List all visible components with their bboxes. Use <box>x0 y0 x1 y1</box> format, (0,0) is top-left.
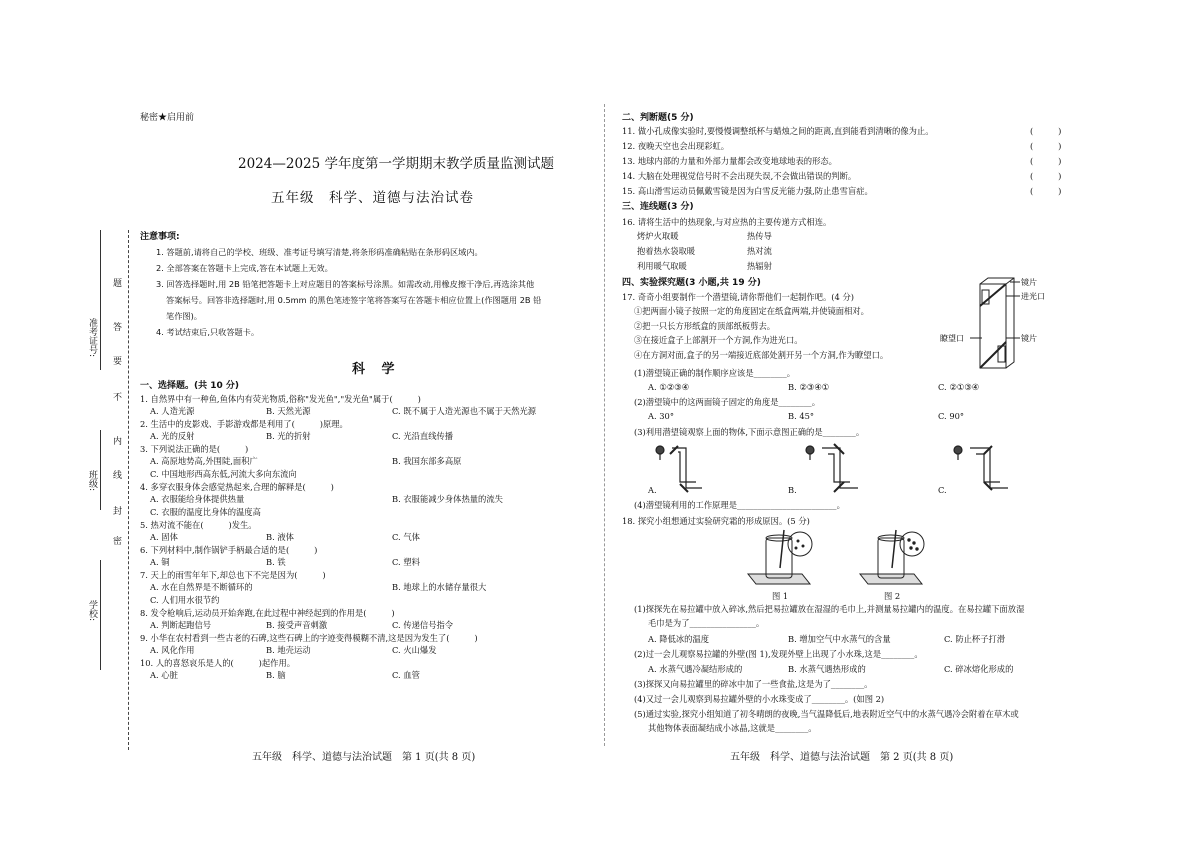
option: B. 接受声音刺激 <box>266 620 328 630</box>
question-9: 9. 小华在农村看到一些古老的石碑,这些石碑上的字迹变得模糊不清,这是因为发生了( ) <box>140 633 478 643</box>
frost <box>908 539 910 541</box>
thermometer <box>780 530 784 568</box>
sub-question-4: (4)又过一会儿观察到易拉罐外壁的小水珠变成了________。(如图 2) <box>634 694 885 704</box>
option: A. 铜 <box>150 557 170 567</box>
mirror <box>670 446 678 454</box>
part4-heading: 四、实验探究题(3 小题,共 19 分) <box>622 278 761 288</box>
exam-title: 2024—2025 学年度第一学期期末教学质量监测试题 <box>238 156 555 172</box>
option: A. 水蒸气遇冷凝结形成的 <box>648 664 743 674</box>
part2-list <box>622 125 1082 200</box>
exam-number-label: 准考证号: <box>87 318 97 358</box>
tree-icon <box>656 446 664 454</box>
binding-char: 题 <box>111 278 121 287</box>
option: B. 液体 <box>266 532 294 542</box>
part3-heading: 三、连线题(3 分) <box>622 202 694 212</box>
step-item: ②把一只长方形纸盒的顶部纸板剪去。 <box>634 320 776 331</box>
option-figure-b <box>796 440 866 496</box>
mirror <box>834 444 844 454</box>
can-figure-2 <box>856 528 926 590</box>
option: A. 衣服能给身体提供热量 <box>150 494 245 504</box>
school-label: 学校: <box>87 600 97 622</box>
exam-number-line <box>100 230 101 370</box>
option: B. 光的折射 <box>266 431 311 441</box>
option: C. 气体 <box>392 532 420 542</box>
option: B. 45° <box>788 411 815 421</box>
answer-paren: ( ) <box>1030 186 1062 196</box>
school-line <box>100 560 101 670</box>
binding-chars <box>110 250 126 750</box>
judge-item: 13. 地球内部的力量和外部力量都会改变地球地表的形态。 ( ) <box>622 156 1062 166</box>
mirror-top <box>980 284 1006 306</box>
periscope-diagram <box>940 276 1050 376</box>
question-3: 3. 下列说法正确的是( ) <box>140 444 249 454</box>
answer-paren: ( ) <box>1030 141 1062 151</box>
page-divider <box>604 104 606 746</box>
match-left: 抱着热水袋取暖 <box>637 246 696 256</box>
match-right: 热传导 <box>747 231 772 241</box>
option: A. 人造光源 <box>150 406 195 416</box>
answer-paren: ( ) <box>1030 156 1062 166</box>
binding-char: 不 <box>111 392 121 401</box>
option: B. 衣服能减少身体热量的流失 <box>392 494 503 504</box>
page-footer-2: 五年级 科学、道德与法治试题 第 2 页(共 8 页) <box>730 752 954 763</box>
sub-question-4: (4)潜望镜利用的工作原理是________________________。 <box>634 500 845 510</box>
option: A. 判断起跑信号 <box>150 620 212 630</box>
mirror <box>984 446 992 454</box>
sub-question-3: (3)探探又向易拉罐里的碎冰中加了一些食盐,这是为了________。 <box>634 679 873 689</box>
option: B. 地球上的水储存量很大 <box>392 582 487 592</box>
droplet <box>797 540 799 542</box>
part2-heading: 二、判断题(5 分) <box>622 113 694 123</box>
page-footer-1: 五年级 科学、道德与法治试题 第 1 页(共 8 页) <box>252 752 476 763</box>
label-mirror: 镜片 <box>1021 334 1037 343</box>
question-18: 18. 探究小组想通过实验研究霜的形成原因。(5 分) <box>622 516 810 526</box>
judge-item: 15. 高山滑雪运动员佩戴雪镜是因为白雪反光能力强,防止患雪盲症。 ( ) <box>622 186 1062 196</box>
notice-list <box>140 244 541 340</box>
tree-icon <box>806 446 814 454</box>
exam-subtitle: 五年级 科学、道德与法治试卷 <box>271 190 474 206</box>
option: B. 我国东部多高原 <box>392 456 462 466</box>
option: C. 塑料 <box>392 557 420 567</box>
sub-question-3: (3)利用潜望镜观察上面的物体,下面示意图正确的是________。 <box>634 427 865 437</box>
sub-question-1-cont: 毛巾是为了________________。 <box>648 618 765 628</box>
binding-char: 要 <box>111 356 121 365</box>
mirror <box>984 482 992 490</box>
question-1: 1. 自然界中有一种鱼,鱼体内有荧光物质,俗称"发光鱼","发光鱼"属于( ) <box>140 394 421 404</box>
option: C. 既不属于人造光源也不属于天然光源 <box>392 406 537 416</box>
sub-question-5: (5)通过实验,探究小组知道了初冬晴朗的夜晚,当气温降低后,地表附近空气中的水蒸气遇冷会附着在草木或 <box>634 709 1019 719</box>
sub-question-2: (2)潜望镜中的这两面镜子固定的角度是________。 <box>634 397 820 407</box>
option: C. 中国地形西高东低,河流大多向东流向 <box>150 469 297 479</box>
step-item: ③在接近盒子上部割开一个方洞,作为进光口。 <box>634 335 803 345</box>
option: C. 血管 <box>392 670 420 680</box>
judge-item: 14. 大脑在处理视觉信号时不会出现失误,不会做出错误的判断。 ( ) <box>622 171 1062 181</box>
question-8: 8. 发令枪响后,运动员开始奔跑,在此过程中神经起到的作用是( ) <box>140 608 395 618</box>
option: B. 水蒸气遇热形成的 <box>788 664 866 674</box>
option: C. 人们用水很节约 <box>150 595 220 605</box>
option: C. 衣服的温度比身体的温度高 <box>150 507 261 517</box>
mirror <box>834 482 844 492</box>
option: B. 天然光源 <box>266 406 311 416</box>
option: A. 风化作用 <box>150 645 195 655</box>
match-left: 烤炉火取暖 <box>637 231 679 241</box>
option: B. 铁 <box>266 557 286 567</box>
question-6: 6. 下列材料中,制作锅铲手柄最合适的是( ) <box>140 545 318 555</box>
droplet <box>802 545 804 547</box>
thermometer <box>892 530 896 568</box>
question-5: 5. 热对流不能在( )发生。 <box>140 520 257 530</box>
frost <box>913 542 915 544</box>
periscope-shape <box>976 454 1000 482</box>
judge-item: 12. 夜晚天空也会出现彩虹。 ( ) <box>622 141 1062 151</box>
figure-label: A. <box>648 485 657 495</box>
sub-question-2: (2)过一会儿观察易拉罐的外壁(图 1),发现外壁上出现了小水珠,这是________。 <box>634 649 923 659</box>
option: C. 传递信号指令 <box>392 620 454 630</box>
match-right: 热辐射 <box>747 261 772 271</box>
frost <box>910 547 912 549</box>
label-inlet: 进光口 <box>1021 292 1045 301</box>
part1-questions <box>140 393 590 682</box>
can-figure-1 <box>744 528 814 590</box>
notice-item: 3. 回答选择题时,用 2B 铅笔把答题卡上对应题目的答案标号涂黑。如需改动,用橡皮擦干净后,再选涂其他 <box>156 279 535 289</box>
binding-char: 内 <box>111 436 121 445</box>
frost <box>916 548 918 550</box>
figure-label: C. <box>938 485 947 495</box>
option: A. ①②③④ <box>648 382 690 392</box>
option: B. ②③④① <box>788 382 830 392</box>
option: A. 30° <box>648 411 674 421</box>
option: A. 固体 <box>150 532 178 542</box>
match-left: 利用暖气取暖 <box>637 261 687 271</box>
class-label: 班级: <box>87 470 97 492</box>
option: C. ②①③④ <box>938 382 980 392</box>
part1-heading: 一、选择题。(共 10 分) <box>140 381 240 391</box>
option: A. 高原地势高,外围陡,面积广 <box>150 456 258 466</box>
question-4: 4. 多穿衣服身体会感觉热起来,合理的解释是( ) <box>140 482 334 492</box>
notice-item: 答案标号。回答非选择题时,用 0.5mm 的黑色笔迹签字笔将答案写在答题卡相应位置上(作图题用 2B 铅 <box>166 295 542 305</box>
option: C. 碎冰熔化形成的 <box>944 664 1014 674</box>
periscope-shape <box>678 452 696 482</box>
binding-char: 密 <box>111 536 121 545</box>
option: B. 增加空气中水蒸气的含量 <box>788 634 891 644</box>
step-item: ④在方洞对面,盒子的另一端接近底部处割开另一个方洞,作为瞭望口。 <box>634 349 889 360</box>
question-17: 17. 奇奇小组要制作一个潜望镜,请你帮他们一起制作吧。(4 分) <box>622 292 854 302</box>
binding-char: 答 <box>111 322 121 331</box>
sub-question-1: (1)潜望镜正确的制作顺序应该是________。 <box>634 368 796 378</box>
answer-paren: ( ) <box>1030 126 1062 136</box>
label-mirror: 镜片 <box>1021 278 1037 287</box>
binding-char: 封 <box>111 506 121 515</box>
option: A. 水在自然界是不断循环的 <box>150 582 253 592</box>
label-outlet: 瞭望口 <box>940 334 964 343</box>
towel <box>860 574 922 584</box>
notice-item: 笔作图)。 <box>166 311 202 321</box>
step-list <box>634 305 888 363</box>
question-7: 7. 天上的雨雪年年下,却总也下不完是因为( ) <box>140 570 326 580</box>
notice-item: 2. 全部答案在答题卡上完成,答在本试题上无效。 <box>156 263 333 273</box>
sub-question-1: (1)探探先在易拉罐中放入碎冰,然后把易拉罐放在湿湿的毛巾上,并测量易拉罐内的温度。在易拉罐下面放湿 <box>634 604 1025 614</box>
binding-line <box>128 230 129 750</box>
secret-label: 秘密★启用前 <box>140 113 195 123</box>
notice-heading: 注意事项: <box>140 232 180 242</box>
option: C. 90° <box>938 411 965 421</box>
notice-item: 1. 答题前,请将自己的学校、班级、准考证号填写清楚,将条形码准确粘贴在条形码区域内。 <box>156 247 483 257</box>
option-figure-c <box>944 440 1014 496</box>
sub-question-5-cont: 其他物体表面凝结成小冰晶,这就是________。 <box>648 723 817 733</box>
question-10: 10. 人的喜怒哀乐是人的( )起作用。 <box>140 658 296 668</box>
figure-caption: 图 2 <box>884 591 901 601</box>
answer-paren: ( ) <box>1030 171 1062 181</box>
option: B. 地壳运动 <box>266 645 311 655</box>
step-item: ①把两面小镜子按照一定的角度固定在纸盒两端,并使镜面相对。 <box>634 306 869 316</box>
question-2: 2. 生活中的皮影戏、手影游戏都是利用了( )原理。 <box>140 419 348 429</box>
towel <box>748 574 810 584</box>
tree-icon <box>954 446 962 454</box>
option: A. 光的反射 <box>150 431 195 441</box>
option: A. 降低冰的温度 <box>648 634 710 644</box>
option: C. 火山爆发 <box>392 645 437 655</box>
figure-caption: 图 1 <box>772 591 789 601</box>
box-edge <box>1006 278 1014 284</box>
notice-item: 4. 考试结束后,只收答题卡。 <box>156 327 260 337</box>
question-16: 16. 请将生活中的热现象,与对应热的主要传递方式相连。 <box>622 217 832 227</box>
option: C. 光沿直线传播 <box>392 431 454 441</box>
section-title: 科 学 <box>352 362 401 377</box>
figure-label: B. <box>788 485 797 495</box>
option: C. 防止杯子打滑 <box>944 634 1006 644</box>
droplet <box>795 547 797 549</box>
match-right: 热对流 <box>747 246 772 256</box>
periscope-shape <box>828 454 850 482</box>
binding-char: 线 <box>111 470 121 479</box>
judge-item: 11. 做小孔成像实验时,要慢慢调整纸杯与蜡烛之间的距离,直到能看到清晰的像为止。 ( ) <box>622 126 1062 136</box>
option: B. 脑 <box>266 670 286 680</box>
class-line <box>100 430 101 510</box>
match-table <box>637 230 837 276</box>
option: A. 心脏 <box>150 670 178 680</box>
